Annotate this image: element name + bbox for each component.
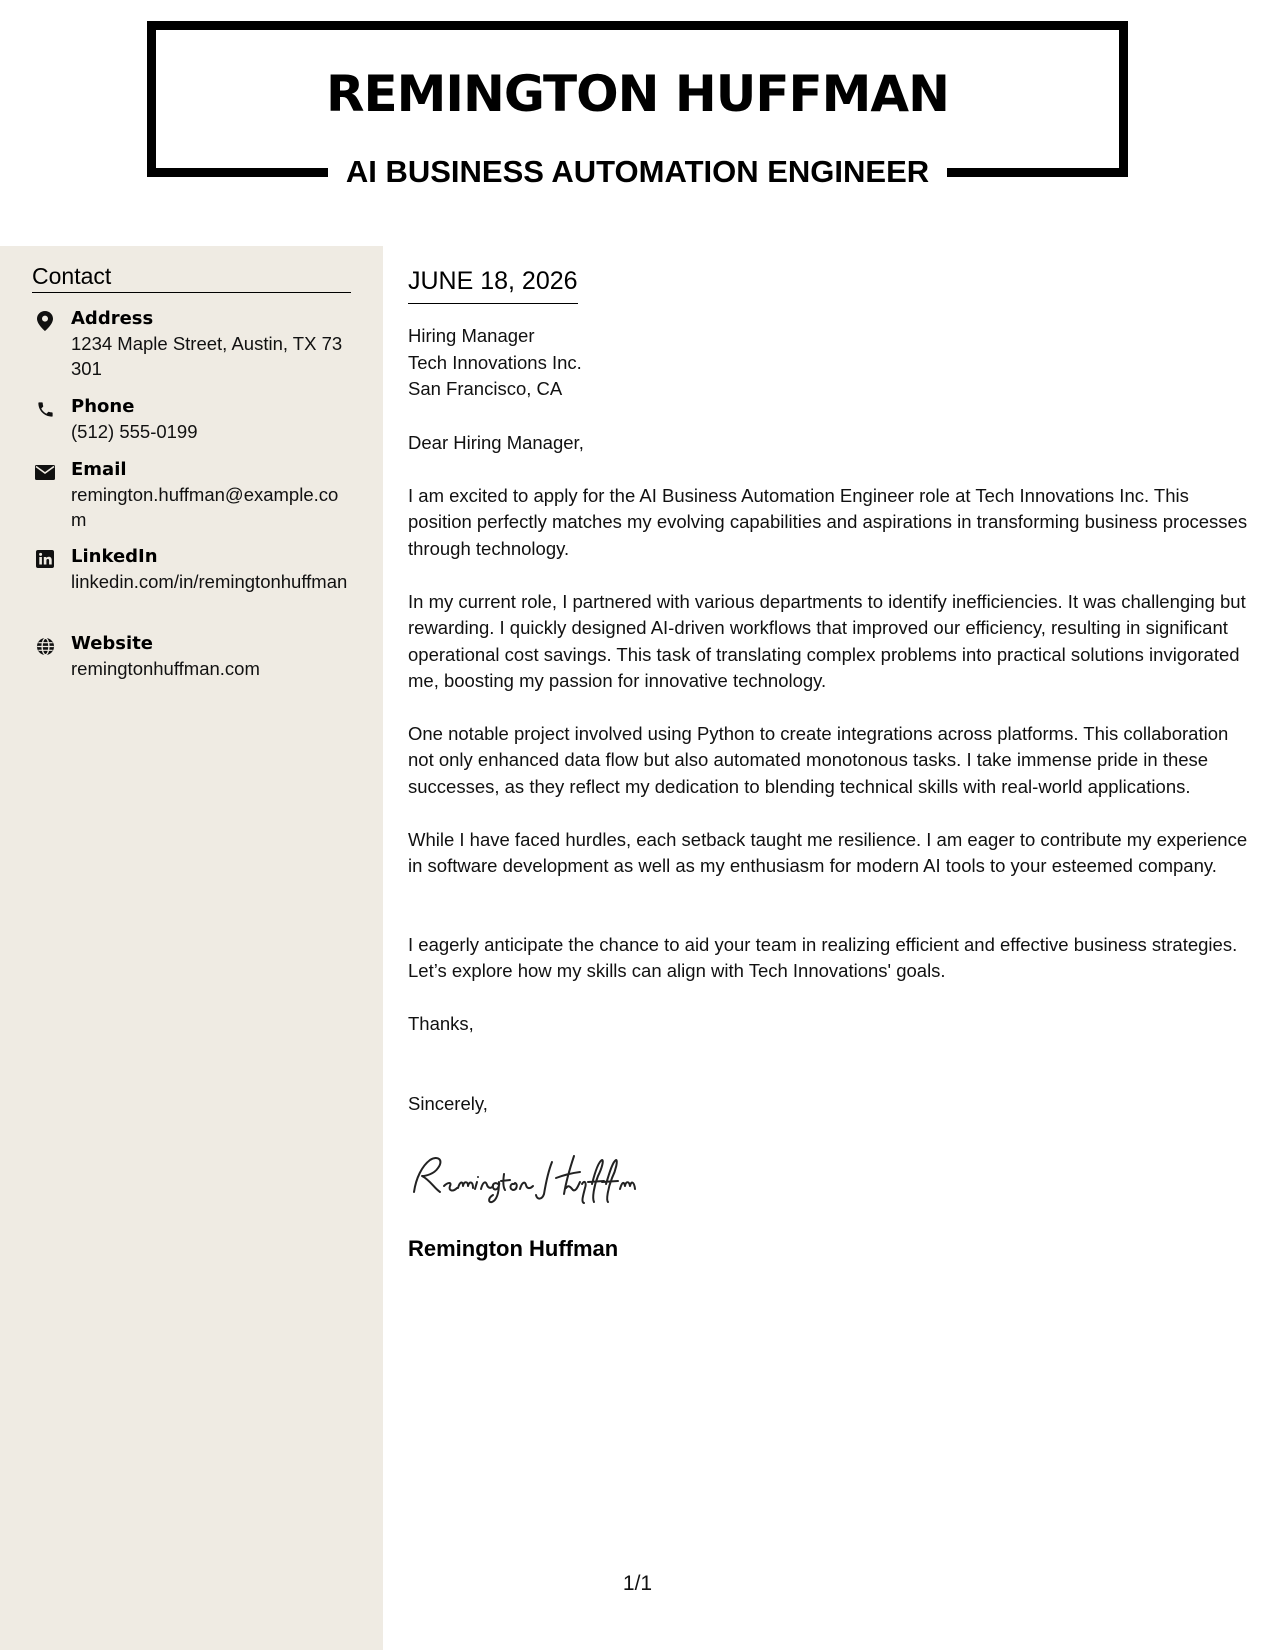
contact-sidebar <box>0 246 383 1650</box>
page-number: 1/1 <box>622 1572 653 1595</box>
linkedin-icon <box>32 548 58 570</box>
body-paragraph: One notable project involved using Python to create integrations across platforms. This collaboration not only enhanced data flow but also automated monotonous tasks. I take immense pride in these successes, as they reflect my dedication to blending technical skills with real-world applications. <box>408 723 1229 797</box>
contact-label-website: Website <box>71 633 154 654</box>
body-paragraph: I eagerly anticipate the chance to aid your team in realizing efficient and effective business strategies. Let’s explore how my skills can align with Tech Innovations' goals. <box>408 934 1238 982</box>
map-pin-icon <box>32 310 58 332</box>
letter-date: JUNE 18, 2026 <box>408 265 578 304</box>
recipient-block <box>408 323 582 403</box>
contact-value-email[interactable]: remington.huffman@example.com <box>71 484 339 530</box>
thanks-line: Thanks, <box>408 1013 474 1034</box>
phone-icon <box>32 398 58 420</box>
recipient-line: San Francisco, CA <box>408 378 563 399</box>
contact-value-address: 1234 Maple Street, Austin, TX 73301 <box>71 333 343 379</box>
contact-label-phone: Phone <box>71 396 135 417</box>
body-paragraph: I am excited to apply for the AI Business Automation Engineer role at Tech Innovations Inc. This position perfectly matches my evolving capabilities and aspirations in transforming business processes through technology. <box>408 485 1248 559</box>
closing-line: Sincerely, <box>408 1093 488 1114</box>
contact-value-phone: (512) 555-0199 <box>71 421 198 442</box>
job-title: AI BUSINESS AUTOMATION ENGINEER <box>345 154 930 189</box>
applicant-name: REMINGTON HUFFMAN <box>326 65 949 123</box>
handwritten-signature <box>406 1148 676 1213</box>
signer-name: Remington Huffman <box>408 1236 619 1261</box>
recipient-line: Tech Innovations Inc. <box>408 351 582 373</box>
header-frame-bottom-right <box>947 168 1128 177</box>
contact-label-email: Email <box>71 459 127 480</box>
globe-icon <box>32 635 58 657</box>
header-frame-bottom-left <box>147 168 328 177</box>
contact-value-website[interactable]: remingtonhuffman.com <box>71 658 260 679</box>
contact-label-address: Address <box>71 308 154 329</box>
contact-heading: Contact <box>32 261 351 293</box>
contact-label-linkedin: LinkedIn <box>71 546 158 567</box>
body-paragraph: In my current role, I partnered with various departments to identify inefficiencies. It was challenging but rewarding. I quickly designed AI-driven workflows that improved our efficiency, resulting in significant operational cost savings. This task of translating complex problems into practical solutions invigorated me, boosting my passion for innovative technology. <box>408 591 1246 691</box>
recipient-line: Hiring Manager <box>408 325 535 346</box>
body-paragraph: While I have faced hurdles, each setback taught me resilience. I am eager to contribute my experience in software development as well as my enthusiasm for modern AI tools to your esteemed company. <box>408 829 1248 877</box>
contact-value-linkedin[interactable]: linkedin.com/in/remingtonhuffman <box>71 571 348 592</box>
envelope-icon <box>32 461 58 483</box>
salutation: Dear Hiring Manager, <box>408 432 584 453</box>
